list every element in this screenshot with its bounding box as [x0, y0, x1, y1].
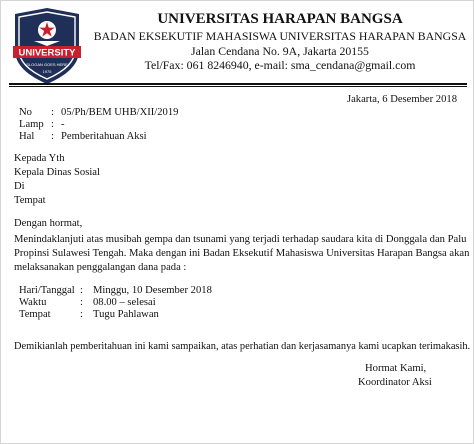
contact-line: Tel/Fax: 061 8246940, e-mail: sma_cendana@gmail.com: [144, 58, 416, 72]
university-logo: [7, 6, 87, 86]
meta-key-number: No: [19, 107, 32, 118]
address-line: Jalan Cendana No. 9A, Jakarta 20155: [191, 44, 369, 58]
recipient-line: Kepada Yth: [14, 153, 65, 164]
body-line: melaksanakan penggalangan dana pada :: [14, 262, 187, 273]
meta-value-attachment: -: [61, 119, 65, 130]
body-line: Propinsi Sulawesi Tengah. Maka dengan ini Badan Eksekutif Mahasiswa Universitas Harapan Bangsa akan: [14, 248, 470, 259]
logo-year: 1975: [42, 69, 52, 74]
university-name: UNIVERSITAS HARAPAN BANGSA: [157, 11, 403, 27]
event-key-time: Waktu: [19, 297, 47, 308]
event-colon: :: [80, 285, 83, 296]
header-rule-thin: [9, 86, 467, 87]
organization-name: BADAN EKSEKUTIF MAHASISWA UNIVERSITAS HARAPAN BANGSA: [93, 29, 467, 43]
greeting: Dengan hormat,: [14, 218, 83, 229]
event-value-date: Minggu, 10 Desember 2018: [93, 285, 212, 296]
letter-date: Jakarta, 6 Desember 2018: [346, 94, 457, 105]
signoff-line: Koordinator Aksi: [358, 377, 432, 388]
logo-slogan: SLOGAN GOES HERE: [26, 62, 68, 67]
meta-key-subject: Hal: [19, 131, 35, 142]
event-colon: :: [80, 297, 83, 308]
meta-colon: :: [51, 119, 54, 130]
meta-value-subject: Pemberitahuan Aksi: [61, 131, 147, 142]
event-value-place: Tugu Pahlawan: [93, 309, 159, 320]
meta-value-number: 05/Ph/BEM UHB/XII/2019: [61, 107, 179, 118]
recipient-line: Di: [14, 181, 25, 192]
meta-colon: :: [51, 131, 54, 142]
event-value-time: 08.00 – selesai: [93, 297, 156, 308]
event-colon: :: [80, 309, 83, 320]
logo-word: UNIVERSITY: [18, 47, 76, 59]
recipient-line: Kepala Dinas Sosial: [14, 167, 100, 178]
recipient-line: Tempat: [14, 195, 46, 206]
body-line: Menindaklanjuti atas musibah gempa dan tsunami yang terjadi terhadap saudara kita di Donggala dan Palu: [14, 234, 467, 245]
meta-key-attachment: Lamp: [19, 119, 44, 130]
header-rule-thick: [9, 83, 467, 85]
signoff-line: Hormat Kami,: [365, 363, 427, 374]
closing-line: Demikianlah pemberitahuan ini kami sampaikan, atas perhatian dan kerjasamanya kami ucapkan terimakasih.: [14, 341, 471, 352]
event-key-place: Tempat: [19, 309, 51, 320]
meta-colon: :: [51, 107, 54, 118]
event-key-date: Hari/Tanggal: [19, 285, 75, 296]
